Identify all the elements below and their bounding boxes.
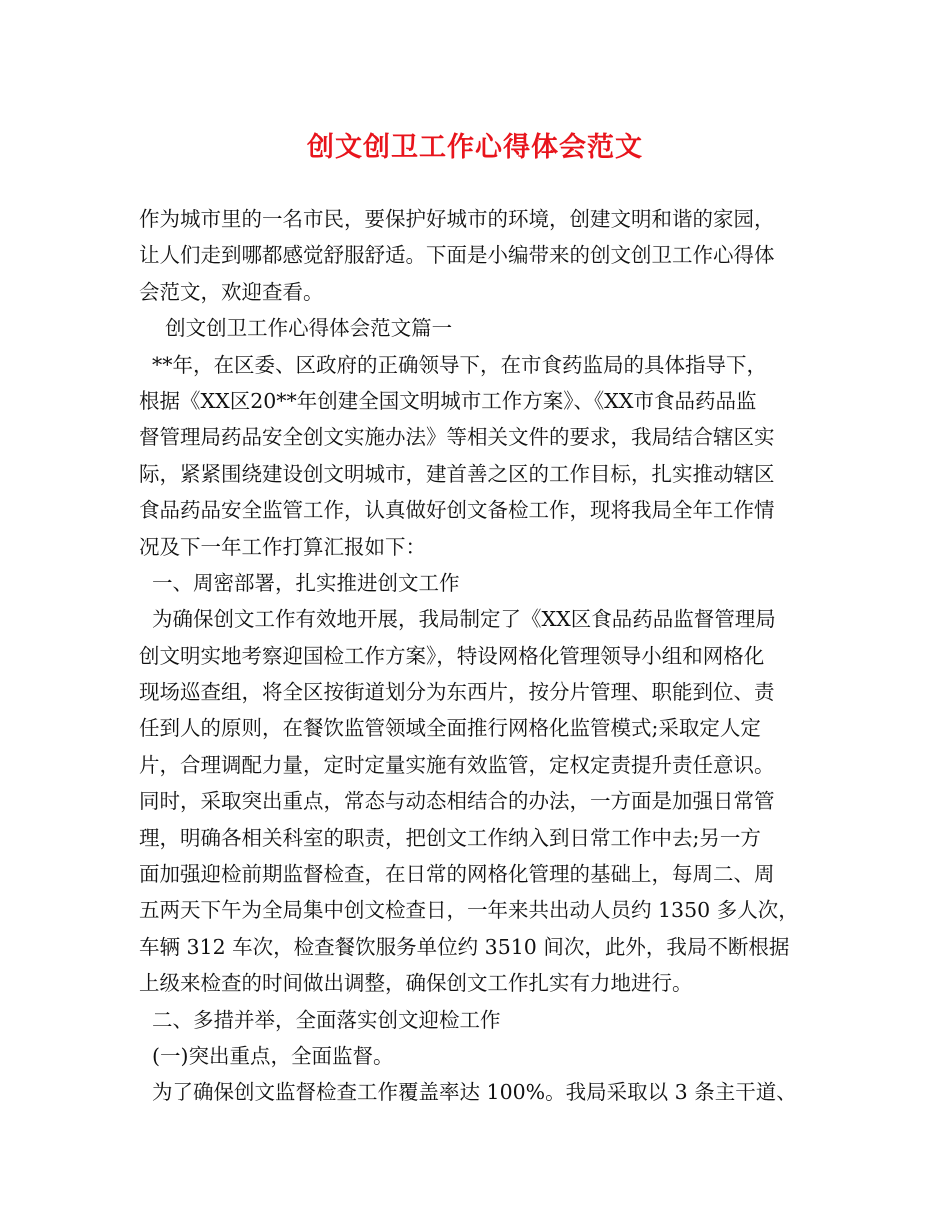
body-line: 食品药品安全监管工作，认真做好创文备检工作，现将我局全年工作情 bbox=[139, 498, 775, 523]
body-line: 根据《XX区20**年创建全国文明城市工作方案》、《XX市食品药品监 bbox=[139, 388, 757, 413]
body-line: 为了确保创文监督检查工作覆盖率达 100%。我局采取以 3 条主干道、 bbox=[139, 1080, 797, 1105]
body-line: 际，紧紧围绕建设创文明城市，建首善之区的工作目标，扎实推动辖区 bbox=[139, 461, 775, 486]
body-line: 上级来检查的时间做出调整，确保创文工作扎实有力地进行。 bbox=[139, 971, 693, 996]
body-line: 创文创卫工作心得体会范文篇一 bbox=[139, 316, 453, 341]
body-line: 面加强迎检前期监督检查，在日常的网格化管理的基础上，每周二、周 bbox=[139, 862, 775, 887]
body-line: 片，合理调配力量，定时定量实施有效监管，定权定责提升责任意识。 bbox=[139, 752, 775, 777]
body-line: 车辆 312 车次，检查餐饮服务单位约 3510 间次，此外，我局不断根据 bbox=[139, 934, 790, 959]
document-title: 创文创卫工作心得体会范文 bbox=[307, 132, 643, 163]
body-line: 二、多措并举，全面落实创文迎检工作 bbox=[139, 1007, 501, 1032]
body-line: 同时，采取突出重点，常态与动态相结合的办法，一方面是加强日常管 bbox=[139, 789, 775, 814]
body-line: 况及下一年工作打算汇报如下： bbox=[139, 534, 426, 559]
body-line: 任到人的原则，在餐饮监管领域全面推行网格化监管模式;采取定人定 bbox=[139, 716, 761, 741]
document-body bbox=[139, 201, 825, 1111]
body-line: 会范文，欢迎查看。 bbox=[139, 279, 324, 304]
body-line: 为确保创文工作有效地开展，我局制定了《XX区食品药品监督管理局 bbox=[139, 607, 776, 632]
body-line: 创文明实地考察迎国检工作方案》，特设网格化管理领导小组和网格化 bbox=[139, 643, 765, 668]
body-line: 五两天下午为全局集中创文检查日，一年来共出动人员约 1350 多人次， bbox=[139, 898, 799, 923]
body-line: 理，明确各相关科室的职责，把创文工作纳入到日常工作中去;另一方 bbox=[139, 825, 761, 850]
body-line: 让人们走到哪都感觉舒服舒适。下面是小编带来的创文创卫工作心得体 bbox=[139, 243, 775, 268]
body-line: 督管理局药品安全创文实施办法》等相关文件的要求，我局结合辖区实 bbox=[139, 425, 775, 450]
body-line: (一)突出重点，全面监督。 bbox=[139, 1043, 394, 1068]
body-line: 一、周密部署，扎实推进创文工作 bbox=[139, 570, 460, 595]
body-line: 作为城市里的一名市民，要保护好城市的环境，创建文明和谐的家园， bbox=[139, 207, 775, 231]
body-line: **年，在区委、区政府的正确领导下，在市食药监局的具体指导下， bbox=[139, 352, 768, 377]
body-line: 现场巡查组，将全区按街道划分为东西片，按分片管理、职能到位、责 bbox=[139, 680, 775, 705]
